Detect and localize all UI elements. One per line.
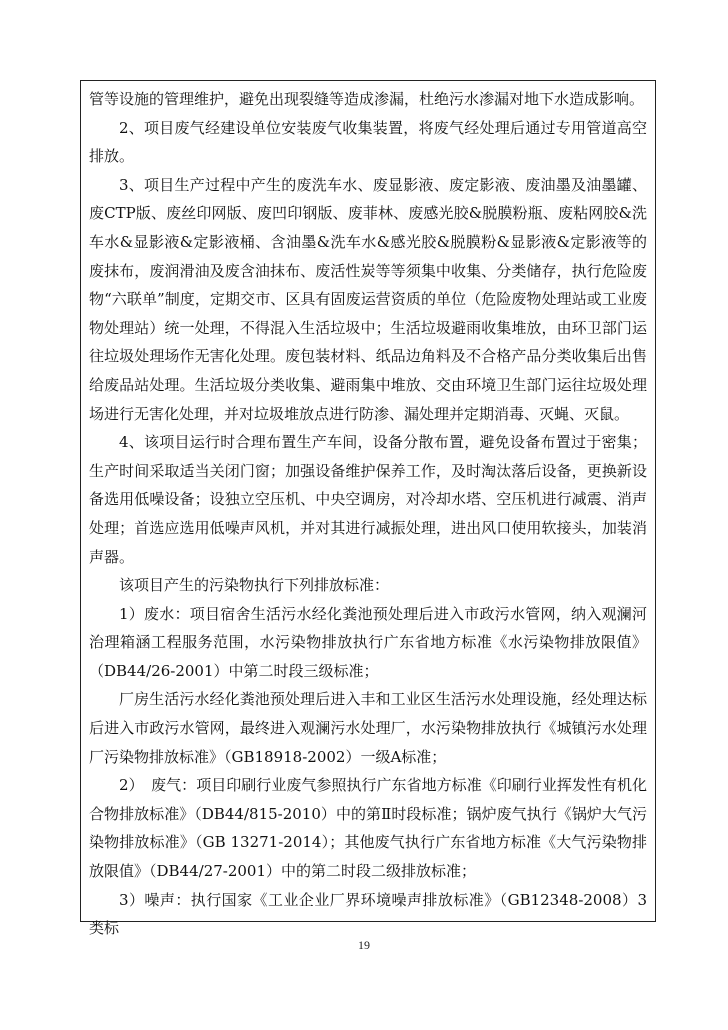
document-body bbox=[81, 81, 655, 943]
paragraph-item-2: 2、项目废气经建设单位安装废气收集装置，将废气经处理后通过专用管道高空排放。 bbox=[89, 118, 647, 166]
paragraph-continuation: 管等设施的管理维护，避免出现裂缝等造成渗漏，杜绝污水渗漏对地下水造成影响。 bbox=[89, 90, 645, 108]
content-table-frame bbox=[80, 80, 656, 938]
paragraph-standards-intro: 该项目产生的污染物执行下列排放标准： bbox=[119, 576, 390, 595]
paragraph-wastewater-standard-1: 1）废水：项目宿舍生活污水经化粪池预处理后进入市政污水管网，纳入观澜河治理箱涵工程服务范围，水污染物排放执行广东省地方标准《水污染物排放限值》（DB44/26-2001）中第二时段三级标准； bbox=[89, 604, 647, 680]
paragraph-item-3: 3、项目生产过程中产生的废洗车水、废显影液、废定影液、废油墨及油墨罐、废CTP版、废丝印网版、废凹印钢版、废菲林、废感光胶&脱膜粉瓶、废粘网胶&洗车水&显影液&定影液桶、含油墨&洗车水&感光胶&脱膜粉&显影液&定影液等的废抹布，废润滑油及废含油抹布、废活性炭等等须集中收集、分类储存，执行危险废物“六联单”制度，定期交市、区具有固废运营资质的单位（危险废物处理站或工业废物处理站）统一处理，不得混入生活垃圾中；生活垃圾避雨收集堆放，由环卫部门运往垃圾处理场作无害化处理。废包装材料、纸品边角料及不合格产品分类收集后出售给废品站处理。生活垃圾分类收集、避雨集中堆放、交由环境卫生部门运往垃圾处理场进行无害化处理，并对垃圾堆放点进行防渗、漏处理并定期消毒、灭蝇、灭鼠。 bbox=[89, 175, 647, 423]
paragraph-item-4: 4、该项目运行时合理布置生产车间，设备分散布置，避免设备布置过于密集；生产时间采取适当关闭门窗；加强设备维护保养工作，及时淘汰落后设备，更换新设备选用低噪设备；设独立空压机、中央空调房，对冷却水塔、空压机进行减震、消声处理；首选应选用低噪声风机，并对其进行减振处理，进出风口使用软接头，加装消声器。 bbox=[89, 433, 647, 566]
paragraph-wastewater-standard-2: 厂房生活污水经化粪池预处理后进入丰和工业区生活污水处理设施，经处理达标后进入市政污水管网，最终进入观澜污水处理厂，水污染物排放执行《城镇污水处理厂污染物排放标准》（GB18918-2002）一级A标准； bbox=[89, 690, 647, 766]
page-number: 19 bbox=[358, 938, 370, 952]
paragraph-noise-standard: 3）噪声：执行国家《工业企业厂界环境噪声排放标准》（GB12348-2008）3 类标 bbox=[89, 890, 647, 938]
paragraph-exhaust-standard: 2） 废气：项目印刷行业废气参照执行广东省地方标准《印刷行业挥发性有机化合物排放标准》（DB44/815-2010）中的第Ⅱ时段标准；锅炉废气执行《锅炉大气污染物排放标准》（GB 13271-2014）；其他废气执行广东省地方标准《大气污染物排放限值》（DB44/27-2001）中的第二时段二级排放标准； bbox=[89, 776, 647, 881]
